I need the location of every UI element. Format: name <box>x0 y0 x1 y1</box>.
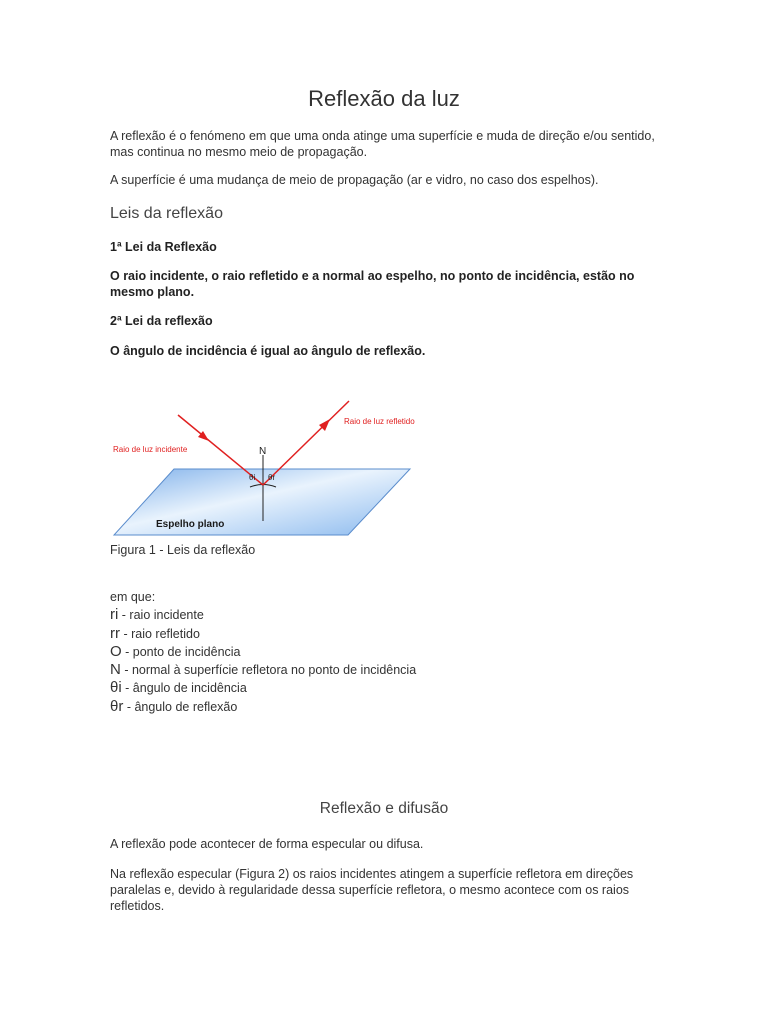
legend-text: - ponto de incidência <box>121 644 241 659</box>
legend-symbol: O <box>110 642 122 660</box>
section-heading-laws: Leis da reflexão <box>110 205 223 222</box>
legend-text: - normal à superfície refletora no ponto de incidência <box>120 663 417 678</box>
legend-text: - raio incidente <box>118 608 204 623</box>
legend-text: - raio refletido <box>120 626 200 641</box>
page-title: Reflexão da luz <box>308 86 460 111</box>
legend-symbol: N <box>110 661 121 679</box>
theta-r-label: θr <box>268 473 276 482</box>
diffusion-paragraph-2: Na reflexão especular (Figura 2) os raios incidentes atingem a superfície refletora em direções paralelas e, devido à regularidade dessa superfície refletora, o mesmo acontece com os raios refletidos. <box>110 867 634 913</box>
legend-text: - ângulo de incidência <box>121 681 247 696</box>
normal-label: N <box>259 446 267 457</box>
law2-text: O ângulo de incidência é igual ao ângulo de reflexão. <box>110 344 426 358</box>
legend-item <box>110 625 416 643</box>
law1-text: O raio incidente, o raio refletido e a normal ao espelho, no ponto de incidência, estão no mesmo plano. <box>110 269 635 299</box>
section-heading-diffusion: Reflexão e difusão <box>319 800 449 817</box>
intro-paragraph-2: A superfície é uma mudança de meio de propagação (ar e vidro, no caso dos espelhos). <box>110 173 599 187</box>
intro-paragraph-1: A reflexão é o fenómeno em que uma onda atinge uma superfície e muda de direção e/ou sentido, mas continua no mesmo meio de propagação. <box>110 129 655 159</box>
legend-symbol: θi <box>110 679 122 697</box>
legend-symbol: rr <box>110 624 120 642</box>
reflection-figure <box>112 396 442 538</box>
legend-item <box>110 679 416 697</box>
legend-item <box>110 606 416 624</box>
legend-item <box>110 643 416 661</box>
law2-heading: 2ª Lei da reflexão <box>110 314 213 328</box>
incident-label: Raio de luz incidente <box>113 445 188 454</box>
law1-heading: 1ª Lei da Reflexão <box>110 240 217 254</box>
mirror-label: Espelho plano <box>156 519 225 530</box>
legend-text: - ângulo de reflexão <box>123 699 238 714</box>
reflected-label: Raio de luz refletido <box>344 417 415 426</box>
figure-caption: Figura 1 - Leis da reflexão <box>110 543 256 557</box>
legend-symbol: θr <box>110 697 124 715</box>
legend-item <box>110 661 416 679</box>
diffusion-paragraph-1: A reflexão pode acontecer de forma especular ou difusa. <box>110 837 424 851</box>
legend-intro: em que: <box>110 590 156 604</box>
symbol-legend <box>110 588 416 716</box>
legend-item <box>110 698 416 716</box>
theta-i-label: θi <box>249 473 256 482</box>
legend-symbol: ri <box>110 606 119 624</box>
